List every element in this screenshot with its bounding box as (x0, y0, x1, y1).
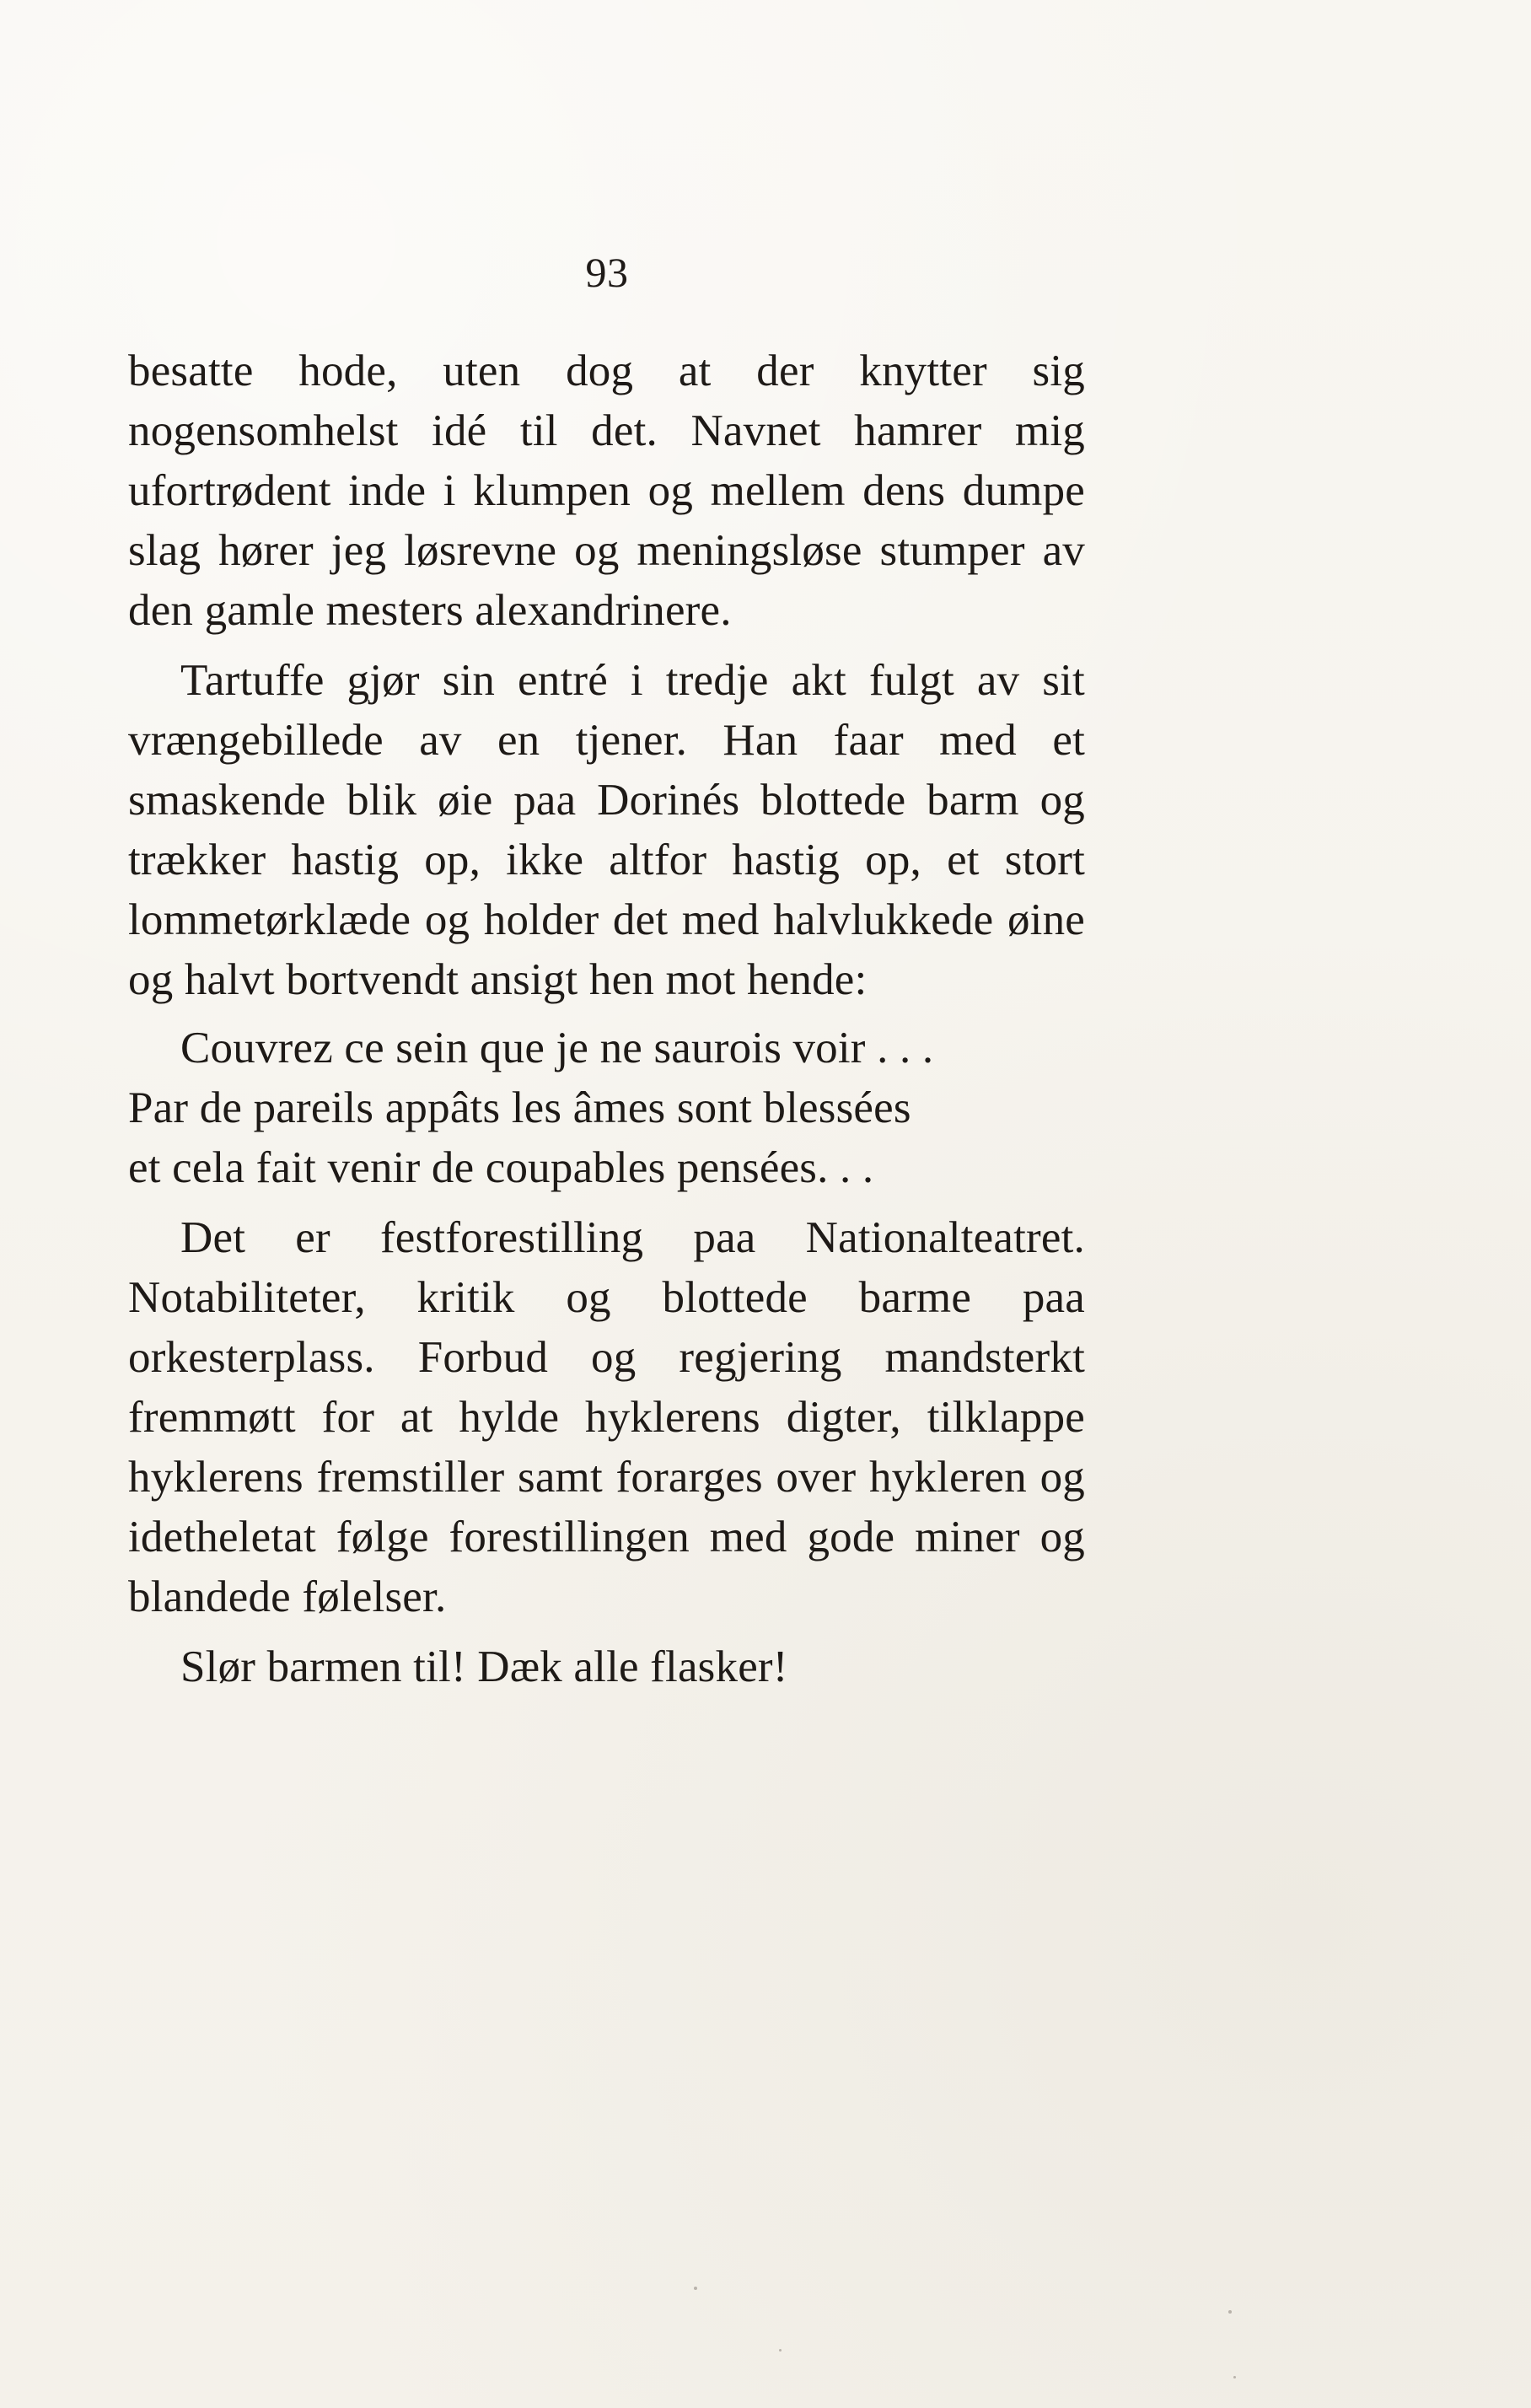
quote-line-1: Couvrez ce sein que je ne saurois voir . . . (180, 1024, 934, 1072)
quote-line-3: et cela fait venir de coupables pensées. . . (128, 1143, 874, 1192)
paragraph-3: Det er festforestilling paa Nationalteatret. Notabiliteter, kritik og blottede barme paa orkesterplass. Forbud og regjering mandsterkt fremmøtt for at hylde hyklerens digter, tilklappe hyklerens fremstiller samt forarges over hykleren og idetheletat følge forestillingen med gode miner og blandede følelser. (128, 1213, 1085, 1621)
page-number: 93 (585, 249, 629, 296)
quote-line-2: Par de pareils appâts les âmes sont blessées (128, 1083, 911, 1132)
paper-speck (694, 2287, 697, 2290)
paper-speck (779, 2349, 782, 2352)
paper-speck (1233, 2376, 1236, 2378)
quote-block (128, 1019, 1085, 1198)
paragraph-2: Tartuffe gjør sin entré i tredje akt fulgt av sit vrængebillede av en tjener. Han faar med et smaskende blik øie paa Dorinés blottede barm og trækker hastig op, ikke altfor hastig op, et stort lommetørklæde og holder det med halvlukkede øine og halvt bortvendt ansigt hen mot hende: (128, 656, 1085, 1004)
paragraph-4: Slør barmen til! Dæk alle flasker! (180, 1642, 788, 1691)
paragraph-1: besatte hode, uten dog at der knytter sig nogensomhelst idé til det. Navnet hamrer mig ufortrødent inde i klumpen og mellem dens dumpe slag hører jeg løsrevne og meningsløse stumper av den gamle mesters alexandrinere. (128, 347, 1085, 635)
paper-speck (1228, 2310, 1232, 2314)
page-text (128, 341, 1085, 1697)
